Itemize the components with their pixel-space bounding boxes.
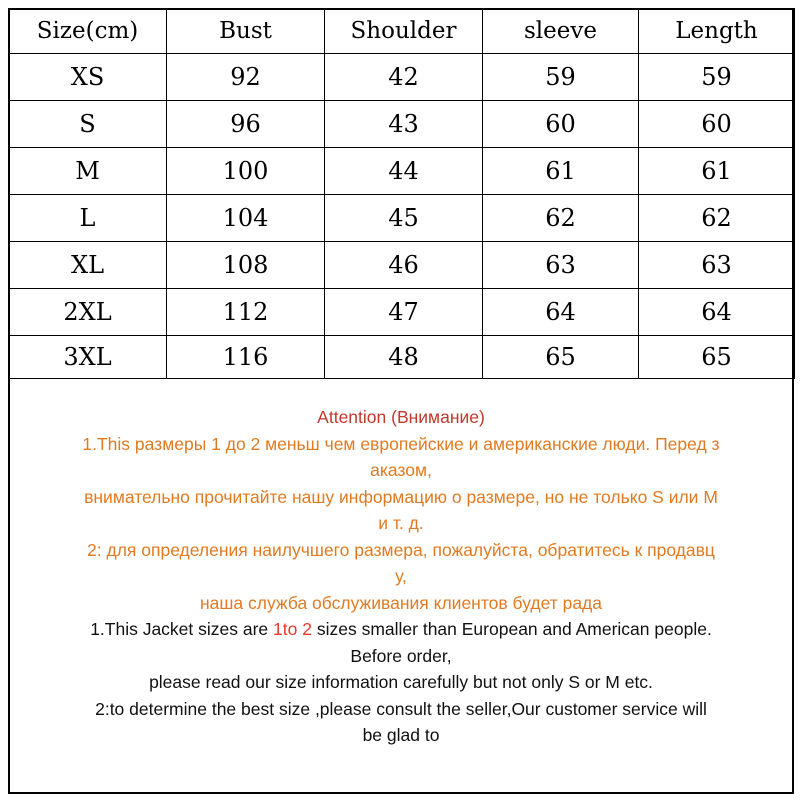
cell-sleeve: 60 (483, 101, 639, 148)
cell-size: 2XL (9, 289, 167, 336)
cell-size: L (9, 195, 167, 242)
cell-sleeve: 65 (483, 336, 639, 379)
table-row (9, 148, 795, 195)
cell-shoulder: 46 (325, 242, 483, 289)
cell-shoulder: 42 (325, 54, 483, 101)
cell-bust: 116 (167, 336, 325, 379)
cell-size: XL (9, 242, 167, 289)
ru-note-line: 2: для определения наилучшего размера, пожалуйста, обратитесь к продавц (87, 539, 715, 560)
table-header-row (9, 9, 795, 54)
cell-length: 62 (639, 195, 795, 242)
en-note-text: 1.This Jacket sizes are (90, 619, 274, 639)
attention-heading: Attention (Внимание) (317, 407, 485, 427)
cell-length: 63 (639, 242, 795, 289)
en-note-line: 2:to determine the best size ,please consult the seller,Our customer service will (95, 698, 707, 719)
cell-shoulder: 43 (325, 101, 483, 148)
cell-size: M (9, 148, 167, 195)
cell-size: XS (9, 54, 167, 101)
en-note-highlight: 1to 2 (273, 619, 312, 639)
ru-note-line: у, (395, 566, 407, 586)
cell-length: 60 (639, 101, 795, 148)
cell-length: 65 (639, 336, 795, 379)
cell-bust: 104 (167, 195, 325, 242)
header-sleeve: sleeve (483, 9, 639, 54)
en-note-line (10, 616, 792, 643)
table-row (9, 242, 795, 289)
cell-bust: 92 (167, 54, 325, 101)
cell-sleeve: 64 (483, 289, 639, 336)
cell-bust: 100 (167, 148, 325, 195)
cell-length: 61 (639, 148, 795, 195)
en-note-line: Before order, (350, 645, 452, 666)
cell-size: S (9, 101, 167, 148)
ru-note-line: наша служба обслуживания клиентов будет рада (199, 592, 603, 613)
header-bust: Bust (167, 9, 325, 54)
size-notes (10, 404, 792, 749)
ru-note-line: 1.This размеры 1 до 2 меньш чем европейские и американские люди. Перед з (82, 433, 720, 454)
cell-bust: 112 (167, 289, 325, 336)
cell-shoulder: 48 (325, 336, 483, 379)
ru-note-line: внимательно прочитайте нашу информацию о размере, но не только S или M (84, 486, 718, 507)
table-row (9, 54, 795, 101)
table-row (9, 101, 795, 148)
en-note-text: sizes smaller than European and American people. (311, 619, 712, 639)
ru-note-line: аказом, (370, 460, 432, 480)
cell-sleeve: 61 (483, 148, 639, 195)
ru-note-line: и т. д. (378, 513, 424, 533)
cell-shoulder: 45 (325, 195, 483, 242)
cell-bust: 96 (167, 101, 325, 148)
header-length: Length (639, 9, 795, 54)
cell-sleeve: 62 (483, 195, 639, 242)
cell-sleeve: 59 (483, 54, 639, 101)
table-row (9, 195, 795, 242)
table-row (9, 336, 795, 379)
cell-size: 3XL (9, 336, 167, 379)
cell-sleeve: 63 (483, 242, 639, 289)
cell-length: 64 (639, 289, 795, 336)
header-shoulder: Shoulder (325, 9, 483, 54)
cell-length: 59 (639, 54, 795, 101)
header-size: Size(cm) (9, 9, 167, 54)
cell-shoulder: 47 (325, 289, 483, 336)
size-chart-table (8, 8, 795, 379)
en-note-line: be glad to (362, 725, 440, 745)
en-note-line: please read our size information carefully but not only S or M etc. (149, 672, 653, 692)
cell-bust: 108 (167, 242, 325, 289)
table-row (9, 289, 795, 336)
cell-shoulder: 44 (325, 148, 483, 195)
